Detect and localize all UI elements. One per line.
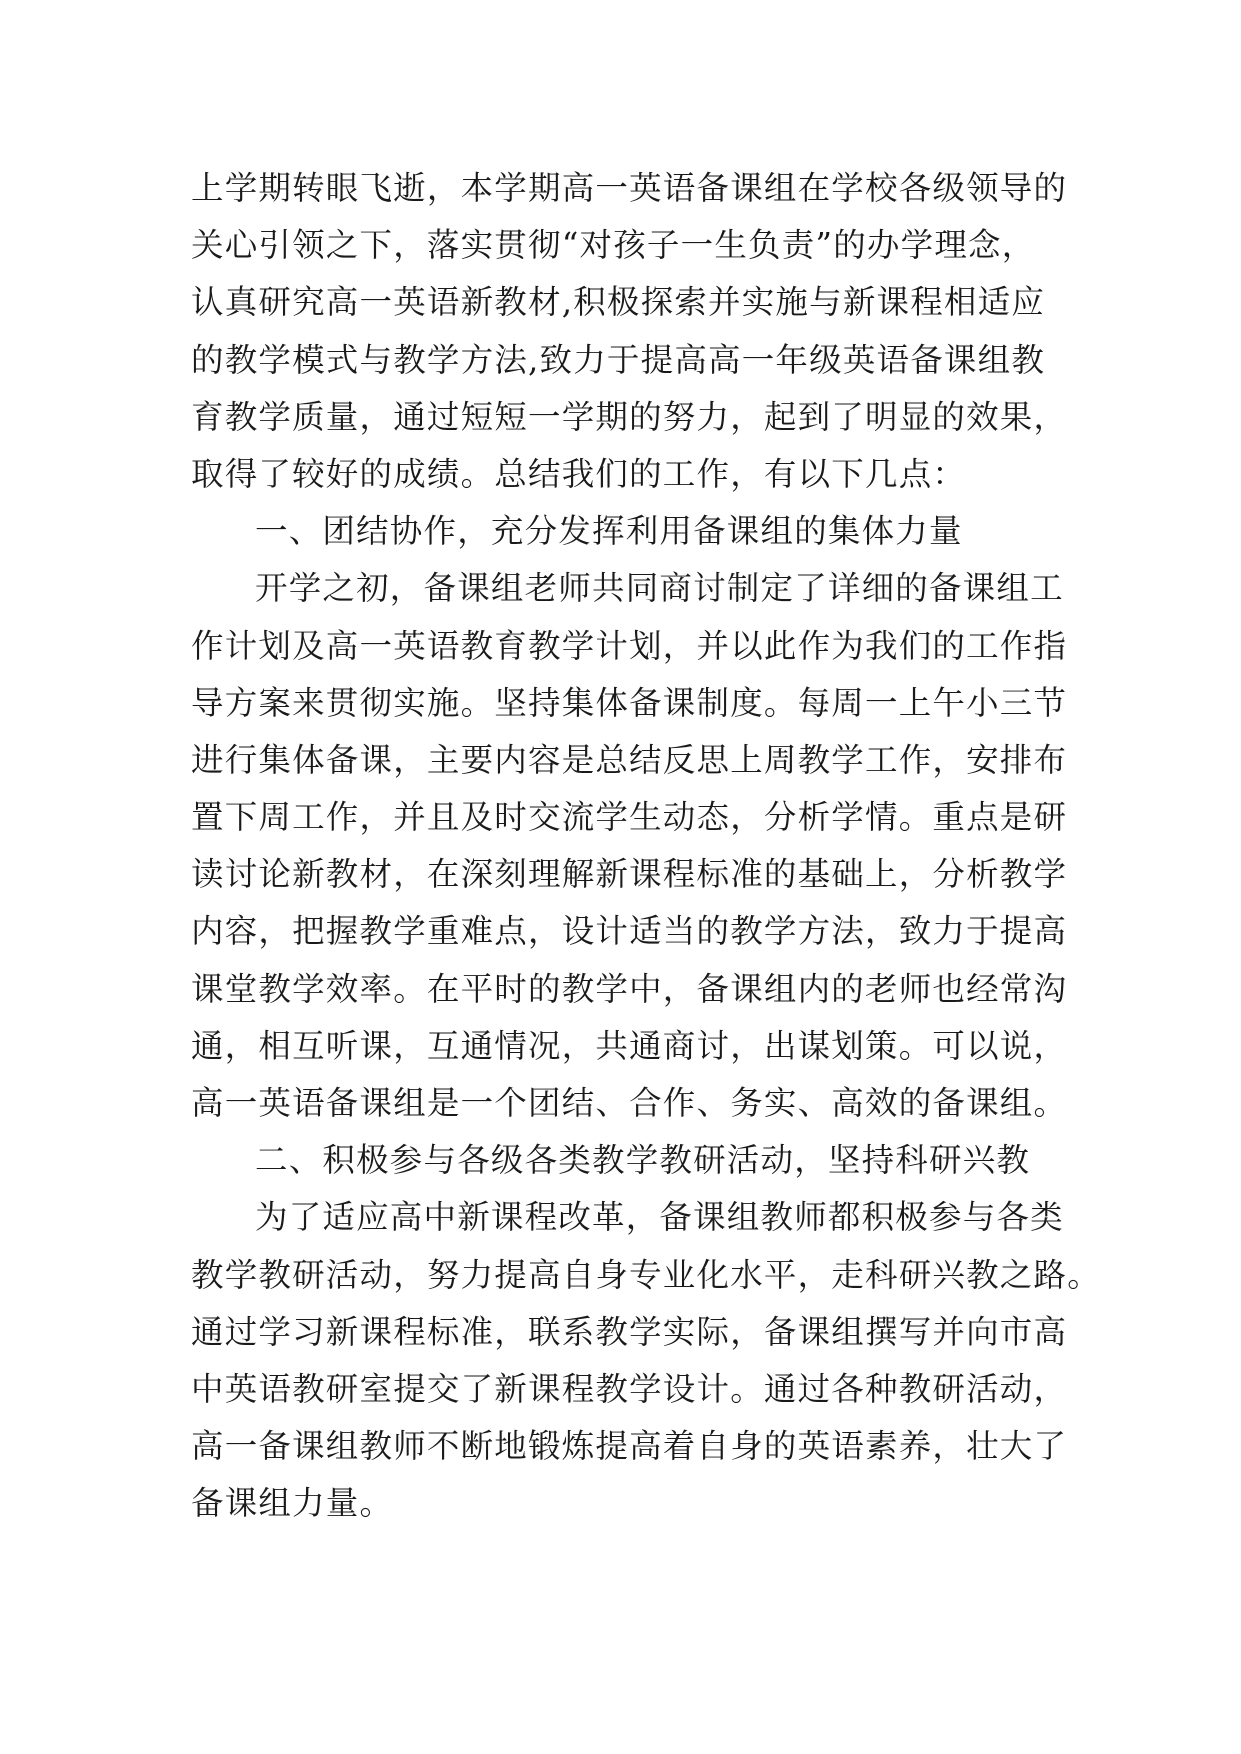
body-text-line: 高一备课组教师不断地锻炼提高着自身的英语素养，壮大了 <box>191 1427 1068 1466</box>
body-text-line: 中英语教研室提交了新课程教学设计。通过各种教研活动， <box>191 1369 1068 1408</box>
body-text-line: 为了适应高中新课程改革，备课组教师都积极参与各类 <box>255 1198 1064 1237</box>
body-text-line: 备课组力量。 <box>191 1484 394 1523</box>
body-text-line: 导方案来贯彻实施。坚持集体备课制度。每周一上午小三节 <box>191 683 1068 722</box>
body-text-line: 读讨论新教材，在深刻理解新课程标准的基础上，分析教学 <box>191 855 1068 894</box>
body-text-line: 取得了较好的成绩。总结我们的工作，有以下几点： <box>191 454 967 493</box>
body-text-line: 通，相互听课，互通情况，共通商讨，出谋划策。可以说， <box>191 1026 1068 1065</box>
body-text-line: 置下周工作，并且及时交流学生动态，分析学情。重点是研 <box>191 798 1068 837</box>
body-text-line: 课堂教学效率。在平时的教学中，备课组内的老师也经常沟 <box>191 969 1068 1008</box>
body-text-line: 教学教研活动，努力提高自身专业化水平，走科研兴教之路。 <box>191 1255 1101 1294</box>
body-text-line: 的教学模式与教学方法,致力于提高高一年级英语备课组教 <box>191 340 1046 379</box>
body-text-line: 进行集体备课，主要内容是总结反思上周教学工作，安排布 <box>191 740 1068 779</box>
body-text-line: 上学期转眼飞逝，本学期高一英语备课组在学校各级领导的 <box>191 169 1068 207</box>
body-text-line: 开学之初，备课组老师共同商讨制定了详细的备课组工 <box>255 569 1064 608</box>
section-heading-1: 一、团结协作，充分发挥利用备课组的集体力量 <box>255 512 963 551</box>
body-text-line: 作计划及高一英语教育教学计划，并以此作为我们的工作指 <box>191 626 1068 665</box>
body-text-line: 通过学习新课程标准，联系教学实际，备课组撰写并向市高 <box>191 1312 1068 1351</box>
body-text-line: 内容，把握教学重难点，设计适当的教学方法，致力于提高 <box>191 912 1068 951</box>
body-text-line: 高一英语备课组是一个团结、合作、务实、高效的备课组。 <box>191 1084 1068 1122</box>
section-heading-2: 二、积极参与各级各类教学教研活动，坚持科研兴教 <box>255 1141 1031 1180</box>
body-text-line: 关心引领之下，落实贯彻“对孩子一生负责”的办学理念， <box>191 226 1036 265</box>
body-text-line: 认真研究高一英语新教材,积极探索并实施与新课程相适应 <box>191 283 1046 322</box>
document-body <box>191 160 1101 1533</box>
body-text-line: 育教学质量，通过短短一学期的努力，起到了明显的效果， <box>191 397 1068 436</box>
